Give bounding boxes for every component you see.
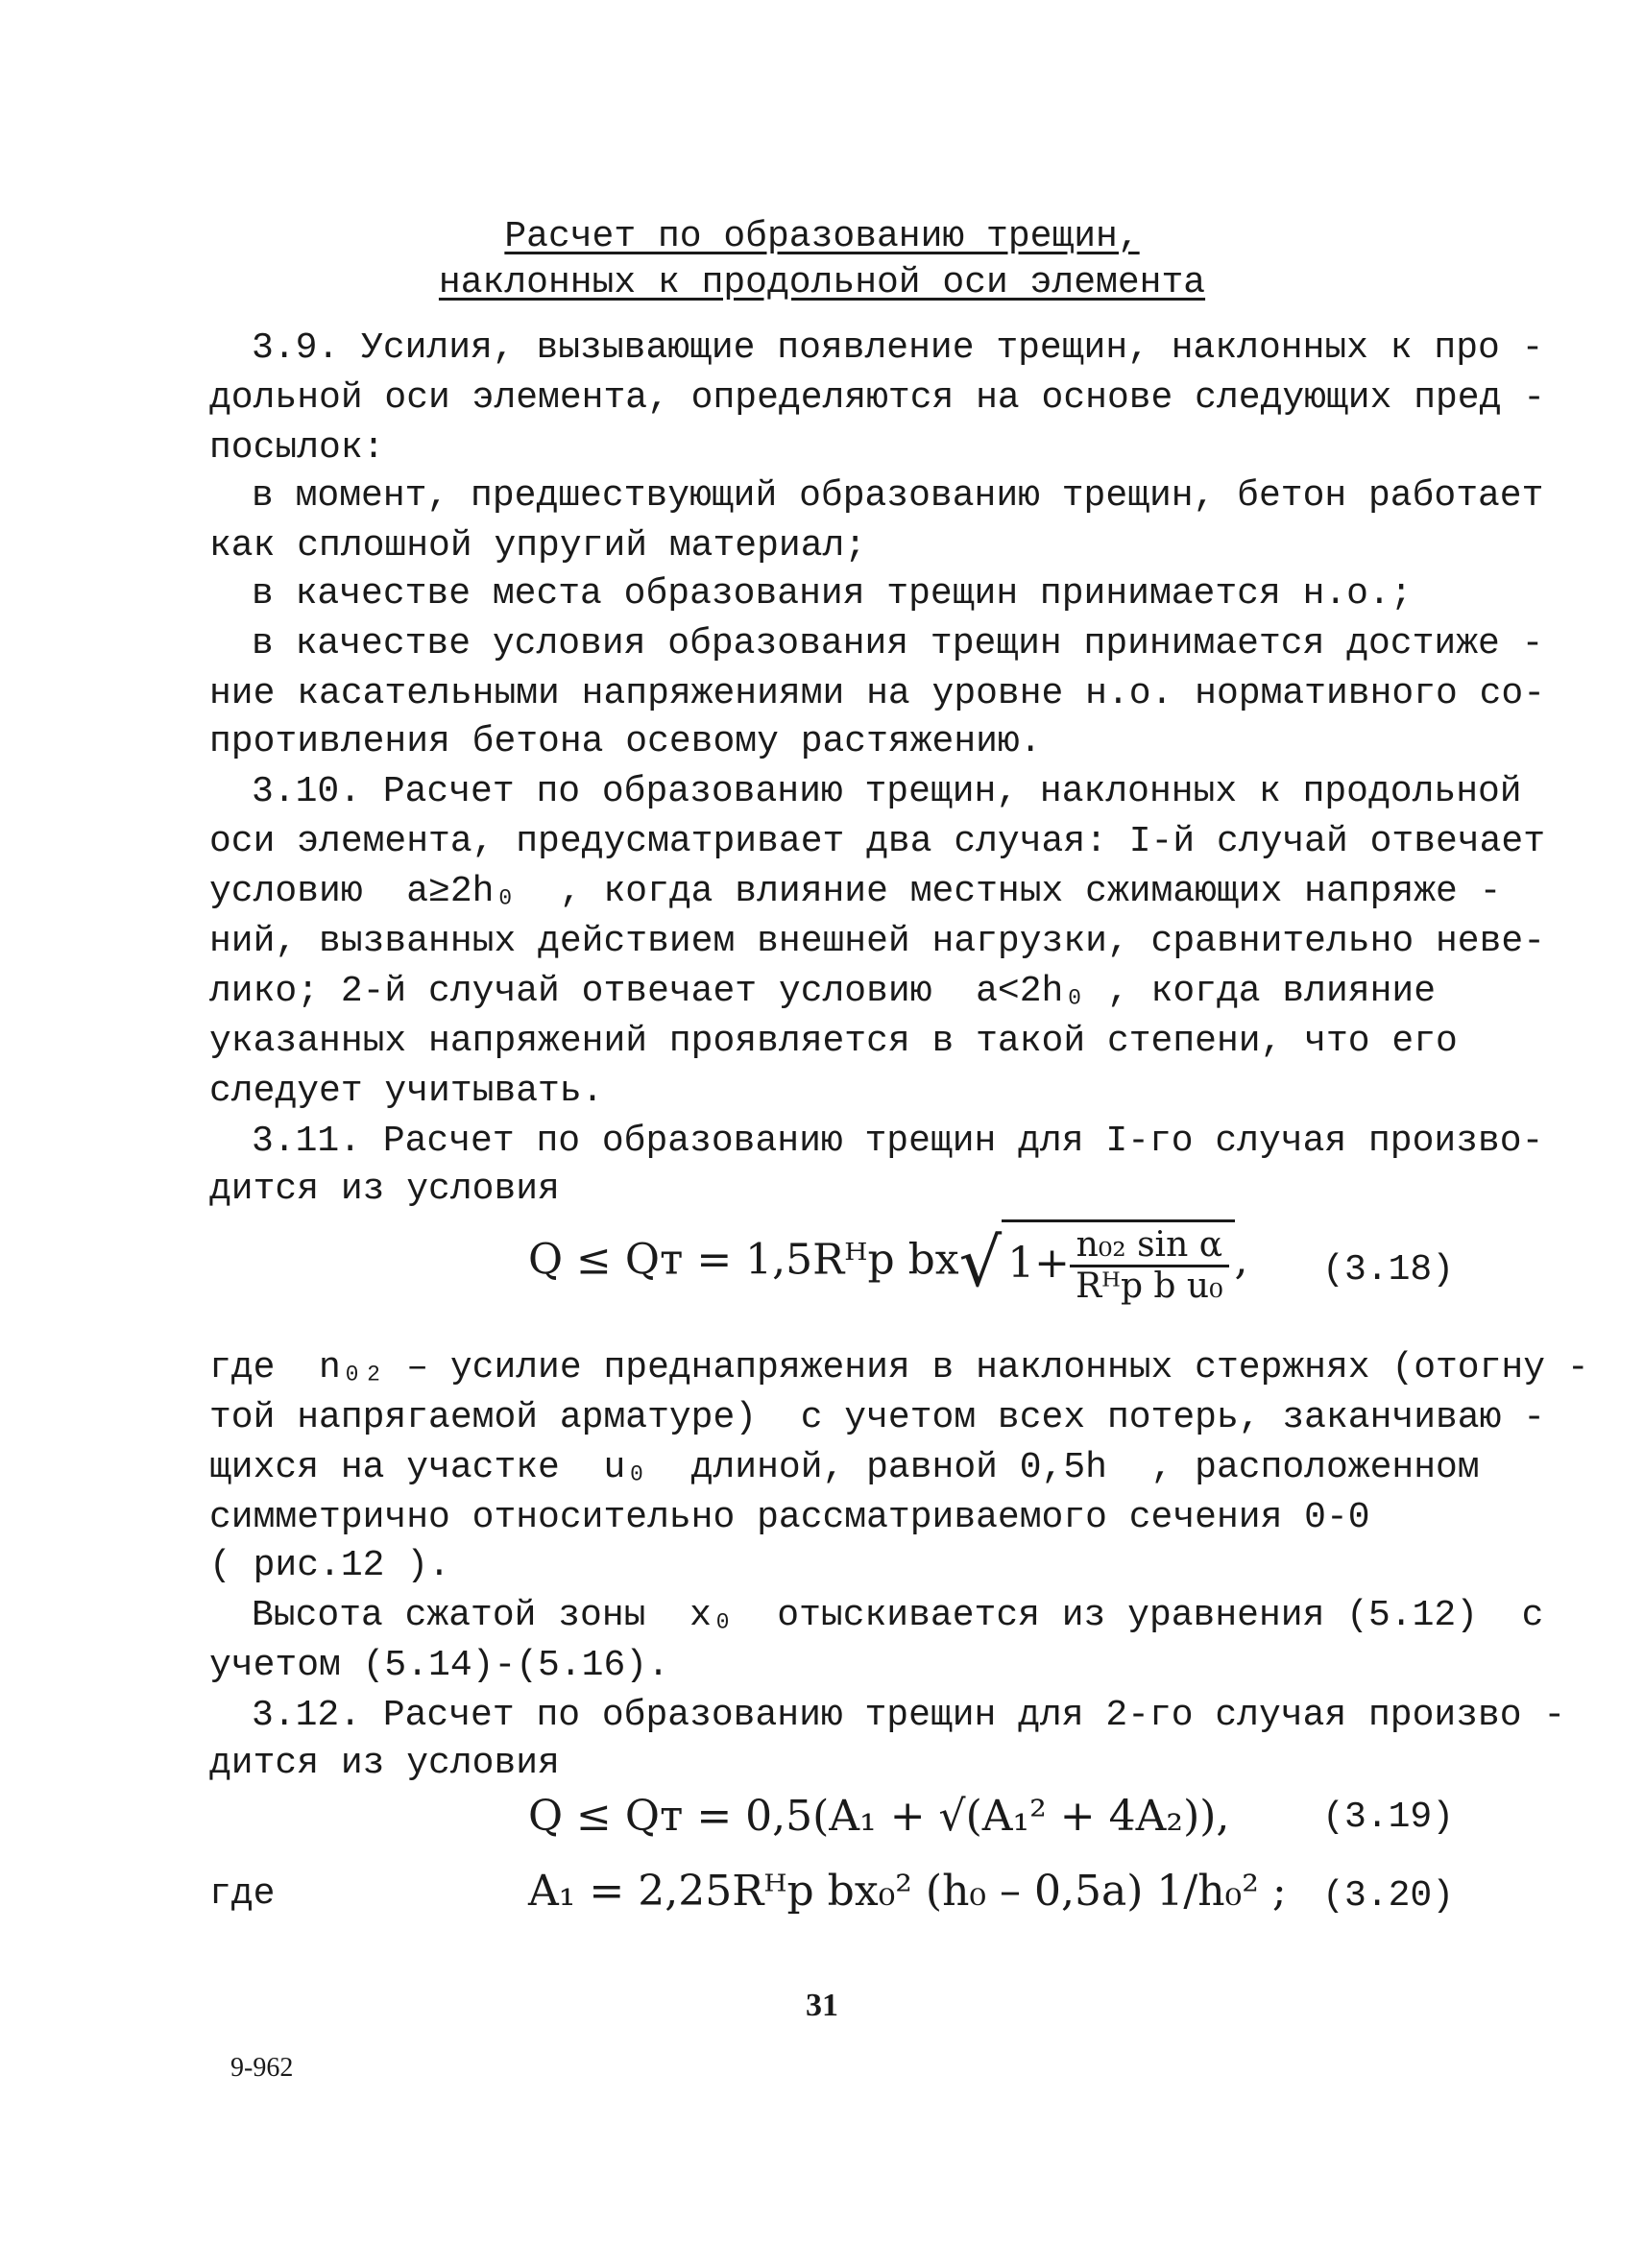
compressed-zone-line-1: Высота сжатой зоны x₀ отыскивается из уравнения (5.12) с <box>252 1595 1544 1636</box>
formula-3-18-radicand <box>1002 1219 1234 1306</box>
formula-3-18-fraction <box>1070 1226 1228 1306</box>
section-title-line-1: Расчет по образованию трещин, <box>504 216 1140 257</box>
premise-1-line-1: в момент, предшествующий образованию трещин, бетон работает <box>252 475 1544 517</box>
premise-3-line-3: противления бетона осевому растяжению. <box>209 721 1042 762</box>
formula-3-19: Q ≤ Qт = 0,5(A₁ + √(A₁² + 4A₂)), <box>528 1792 1230 1841</box>
document-code: 9-962 <box>230 2053 294 2083</box>
premise-1-line-2: как сплошной упругий материал; <box>209 525 867 567</box>
definition-line-3: щихся на участке u₀ длиной, равной 0,5h , расположенном <box>209 1447 1480 1488</box>
para-3-9-line-2: дольной оси элемента, определяются на основе следующих пред - <box>209 377 1546 419</box>
formula-3-18 <box>528 1219 1248 1306</box>
equation-number-3-18: (3.18) <box>1322 1249 1454 1291</box>
para-3-12-line-2: дится из условия <box>209 1743 560 1784</box>
formula-3-18-suffix: , <box>1234 1235 1248 1285</box>
formula-3-18-numerator: n₀₂ sin α <box>1070 1226 1228 1267</box>
definition-line-2: той напрягаемой арматуре) с учетом всех потерь, заканчиваю - <box>209 1397 1546 1438</box>
para-3-10-line-4: ний, вызванных действием внешней нагрузки, сравнительно неве- <box>209 921 1546 962</box>
definition-line-5: ( рис.12 ). <box>209 1545 450 1586</box>
para-3-10-line-7: следует учитывать. <box>209 1071 604 1112</box>
page-number: 31 <box>806 1988 838 2023</box>
premise-3-line-1: в качестве условия образования трещин принимается достиже - <box>252 623 1544 664</box>
para-3-12-line-1: 3.12. Расчет по образованию трещин для 2-го случая произво - <box>252 1695 1566 1736</box>
para-3-10-line-5: лико; 2-й случай отвечает условию a<2h₀ , когда влияние <box>209 971 1437 1012</box>
equation-number-3-19: (3.19) <box>1322 1797 1454 1838</box>
where-label: где <box>209 1873 276 1915</box>
para-3-9-line-1: 3.9. Усилия, вызывающие появление трещин, наклонных к про - <box>252 327 1544 369</box>
para-3-10-line-6: указанных напряжений проявляется в такой степени, что его <box>209 1021 1458 1062</box>
radical-sign-icon: √ <box>958 1223 1003 1302</box>
formula-3-18-denominator: Rᴴр b u₀ <box>1076 1267 1223 1306</box>
para-3-10-line-2: оси элемента, предусматривает два случая: I-й случай отвечает <box>209 821 1546 862</box>
definition-line-4: симметрично относительно рассматриваемого сечения 0-0 <box>209 1497 1370 1538</box>
formula-3-20: A₁ = 2,25Rᴴр bx₀² (h₀ – 0,5a) 1/h₀² ; <box>528 1867 1287 1916</box>
formula-3-18-lhs: Q ≤ Qт = 1,5Rᴴр bx <box>528 1235 959 1285</box>
para-3-10-line-1: 3.10. Расчет по образованию трещин, наклонных к продольной <box>252 771 1522 812</box>
formula-3-18-radicand-prefix: 1+ <box>1007 1239 1071 1288</box>
section-title-line-2: наклонных к продольной оси элемента <box>438 262 1206 303</box>
para-3-11-line-2: дится из условия <box>209 1169 560 1210</box>
definition-line-1: где n₀₂ – усилие преднапряжения в наклонных стержнях (отогну - <box>209 1347 1589 1388</box>
equation-number-3-20: (3.20) <box>1322 1875 1454 1917</box>
para-3-11-line-1: 3.11. Расчет по образованию трещин для I-го случая произво- <box>252 1121 1544 1162</box>
premise-2: в качестве места образования трещин принимается н.о.; <box>252 573 1413 615</box>
para-3-10-line-3: условию a≥2h₀ , когда влияние местных сжимающих напряже - <box>209 871 1502 912</box>
compressed-zone-line-2: учетом (5.14)-(5.16). <box>209 1645 669 1686</box>
premise-3-line-2: ние касательными напряжениями на уровне н.о. нормативного со- <box>209 673 1546 714</box>
para-3-9-line-3: посылок: <box>209 427 385 469</box>
